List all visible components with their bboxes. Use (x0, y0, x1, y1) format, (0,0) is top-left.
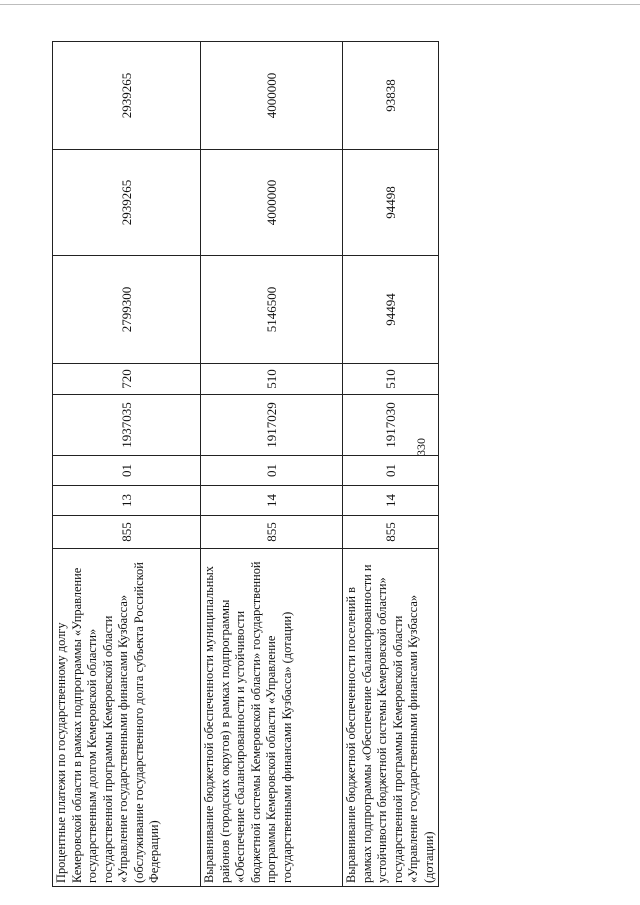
amount-year-3: 93838 (343, 42, 439, 150)
section-code: 14 (343, 486, 439, 516)
amount-year-2: 94498 (343, 150, 439, 256)
table-row (53, 42, 201, 887)
expense-type-code: 720 (53, 364, 201, 395)
amount-year-1: 94494 (343, 256, 439, 364)
amount-year-3: 2939265 (53, 42, 201, 150)
target-article-code: 1917029 (201, 395, 343, 456)
expense-type-code: 510 (201, 364, 343, 395)
row-description: Выравнивание бюджетной обеспеченности муниципальных районов (городских округов) в рамках подпрограммы «Обеспечение сбалансированности и устойчивости бюджетной системы Кемеровской области» государственной программы Кемеровской области «Управление государственными финансами Кузбасса» (дотации) (201, 549, 343, 887)
row-description: Выравнивание бюджетной обеспеченности поселений в рамках подпрограммы «Обеспечение сбалансированности и устойчивости бюджетной системы Кемеровской области» государственной программы Кемеровской области «Управление государственными финансами Кузбасса» (дотации) (343, 549, 439, 887)
ministry-code: 855 (343, 516, 439, 549)
ministry-code: 855 (201, 516, 343, 549)
table-row (201, 42, 343, 887)
table-row (343, 42, 439, 887)
section-code: 13 (53, 486, 201, 516)
subsection-code: 01 (53, 456, 201, 486)
amount-year-2: 4000000 (201, 150, 343, 256)
row-description: Процентные платежи по государственному долгу Кемеровской области в рамках подпрограммы «Управление государственным долгом Кемеровской области» государственной программы Кемеровской области «Управление государственными финансами Кузбасса» (обслуживание государственного долга субъекта Российской Федерации) (53, 549, 201, 887)
target-article-code: 1937035 (53, 395, 201, 456)
section-code: 14 (201, 486, 343, 516)
amount-year-1: 5146500 (201, 256, 343, 364)
subsection-code: 01 (343, 456, 439, 486)
page-number: 330 (414, 438, 428, 456)
amount-year-1: 2799300 (53, 256, 201, 364)
top-rule (0, 4, 640, 5)
budget-table (52, 41, 439, 887)
amount-year-3: 4000000 (201, 42, 343, 150)
ministry-code: 855 (53, 516, 201, 549)
subsection-code: 01 (201, 456, 343, 486)
expense-type-code: 510 (343, 364, 439, 395)
amount-year-2: 2939265 (53, 150, 201, 256)
target-article-code: 1917030 (343, 395, 439, 456)
